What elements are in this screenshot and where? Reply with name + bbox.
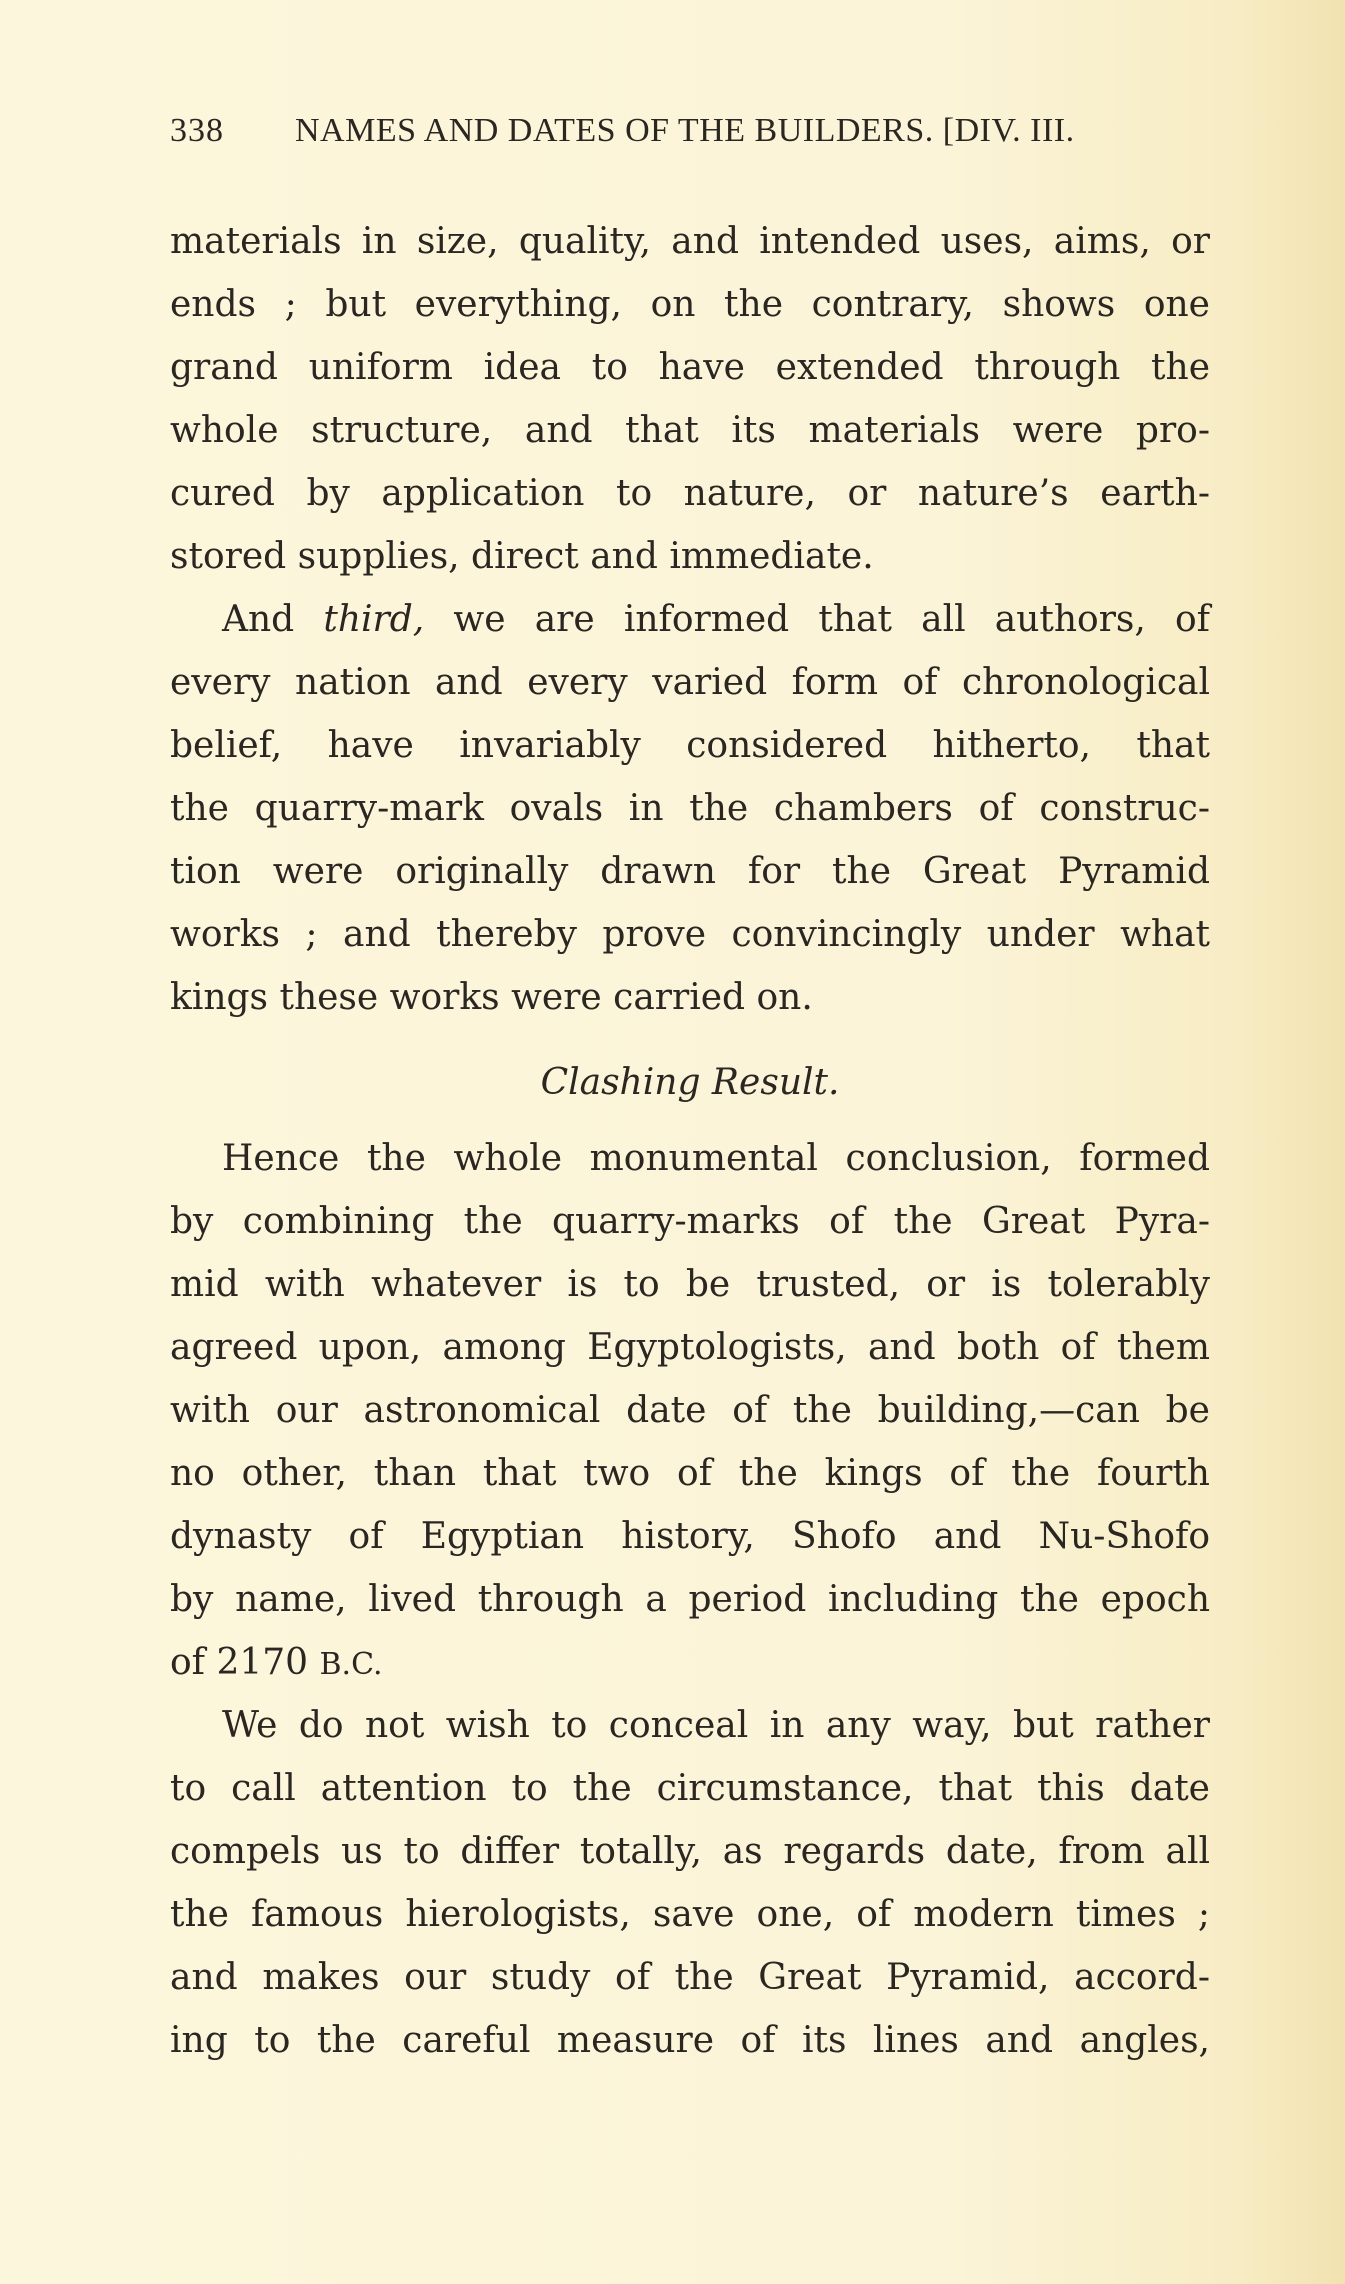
text-line: ends ; but everything, on the contrary, shows one xyxy=(170,284,1210,325)
text-line xyxy=(170,588,1210,651)
text-line: by name, lived through a period including the epoch xyxy=(170,1579,1210,1620)
italic-word: third, xyxy=(323,599,425,640)
text-line: Hence the whole monumental conclusion, formed xyxy=(222,1138,1210,1179)
text-run: of 2170 xyxy=(170,1642,320,1683)
text-line: whole structure, and that its materials were pro- xyxy=(170,410,1210,451)
text-line: the quarry-mark ovals in the chambers of construc- xyxy=(170,788,1210,829)
text-run: we are informed that all authors, of xyxy=(424,599,1211,640)
text-line: kings these works were carried on. xyxy=(170,977,813,1018)
paragraph-1 xyxy=(170,210,1210,588)
text-line: grand uniform idea to have extended through the xyxy=(170,347,1210,388)
text-line: and makes our study of the Great Pyramid, accord- xyxy=(170,1957,1210,1998)
running-title: NAMES AND DATES OF THE BUILDERS. [DIV. III. xyxy=(295,112,1075,149)
text-line: stored supplies, direct and immediate. xyxy=(170,536,874,577)
text-run: And xyxy=(222,599,324,640)
text-line: materials in size, quality, and intended uses, aims, or xyxy=(170,221,1210,262)
text-line: We do not wish to conceal in any way, but rather xyxy=(222,1705,1210,1746)
section-heading: Clashing Result. xyxy=(540,1062,840,1103)
text-line: dynasty of Egyptian history, Shofo and Nu-Shofo xyxy=(170,1516,1210,1557)
text-line: belief, have invariably considered hitherto, that xyxy=(170,725,1210,766)
era-abbreviation: B.C. xyxy=(319,1647,383,1682)
text-line: ing to the careful measure of its lines and angles, xyxy=(170,2020,1210,2061)
text-line: with our astronomical date of the building,—can be xyxy=(170,1390,1210,1431)
text-line: by combining the quarry-marks of the Great Pyra- xyxy=(170,1201,1210,1242)
text-line: compels us to differ totally, as regards date, from all xyxy=(170,1831,1210,1872)
text-line: to call attention to the circumstance, that this date xyxy=(170,1768,1210,1809)
text-line: mid with whatever is to be trusted, or is tolerably xyxy=(170,1264,1210,1305)
page-number: 338 xyxy=(170,112,224,149)
spacer xyxy=(170,1029,1210,1127)
text-line: no other, than that two of the kings of the fourth xyxy=(170,1453,1210,1494)
body-text xyxy=(170,210,1210,2072)
paragraph-3 xyxy=(170,1127,1210,1694)
text-line: works ; and thereby prove convincingly under what xyxy=(170,914,1210,955)
text-line: cured by application to nature, or nature’s earth- xyxy=(170,473,1210,514)
text-line: tion were originally drawn for the Great Pyramid xyxy=(170,851,1210,892)
text-line: agreed upon, among Egyptologists, and both of them xyxy=(170,1327,1210,1368)
text-line: every nation and every varied form of chronological xyxy=(170,662,1210,703)
paragraph-2 xyxy=(170,588,1210,1029)
text-line xyxy=(170,1631,1210,1694)
page-header xyxy=(170,112,1230,162)
text-line: the famous hierologists, save one, of modern times ; xyxy=(170,1894,1210,1935)
paragraph-4 xyxy=(170,1694,1210,2072)
